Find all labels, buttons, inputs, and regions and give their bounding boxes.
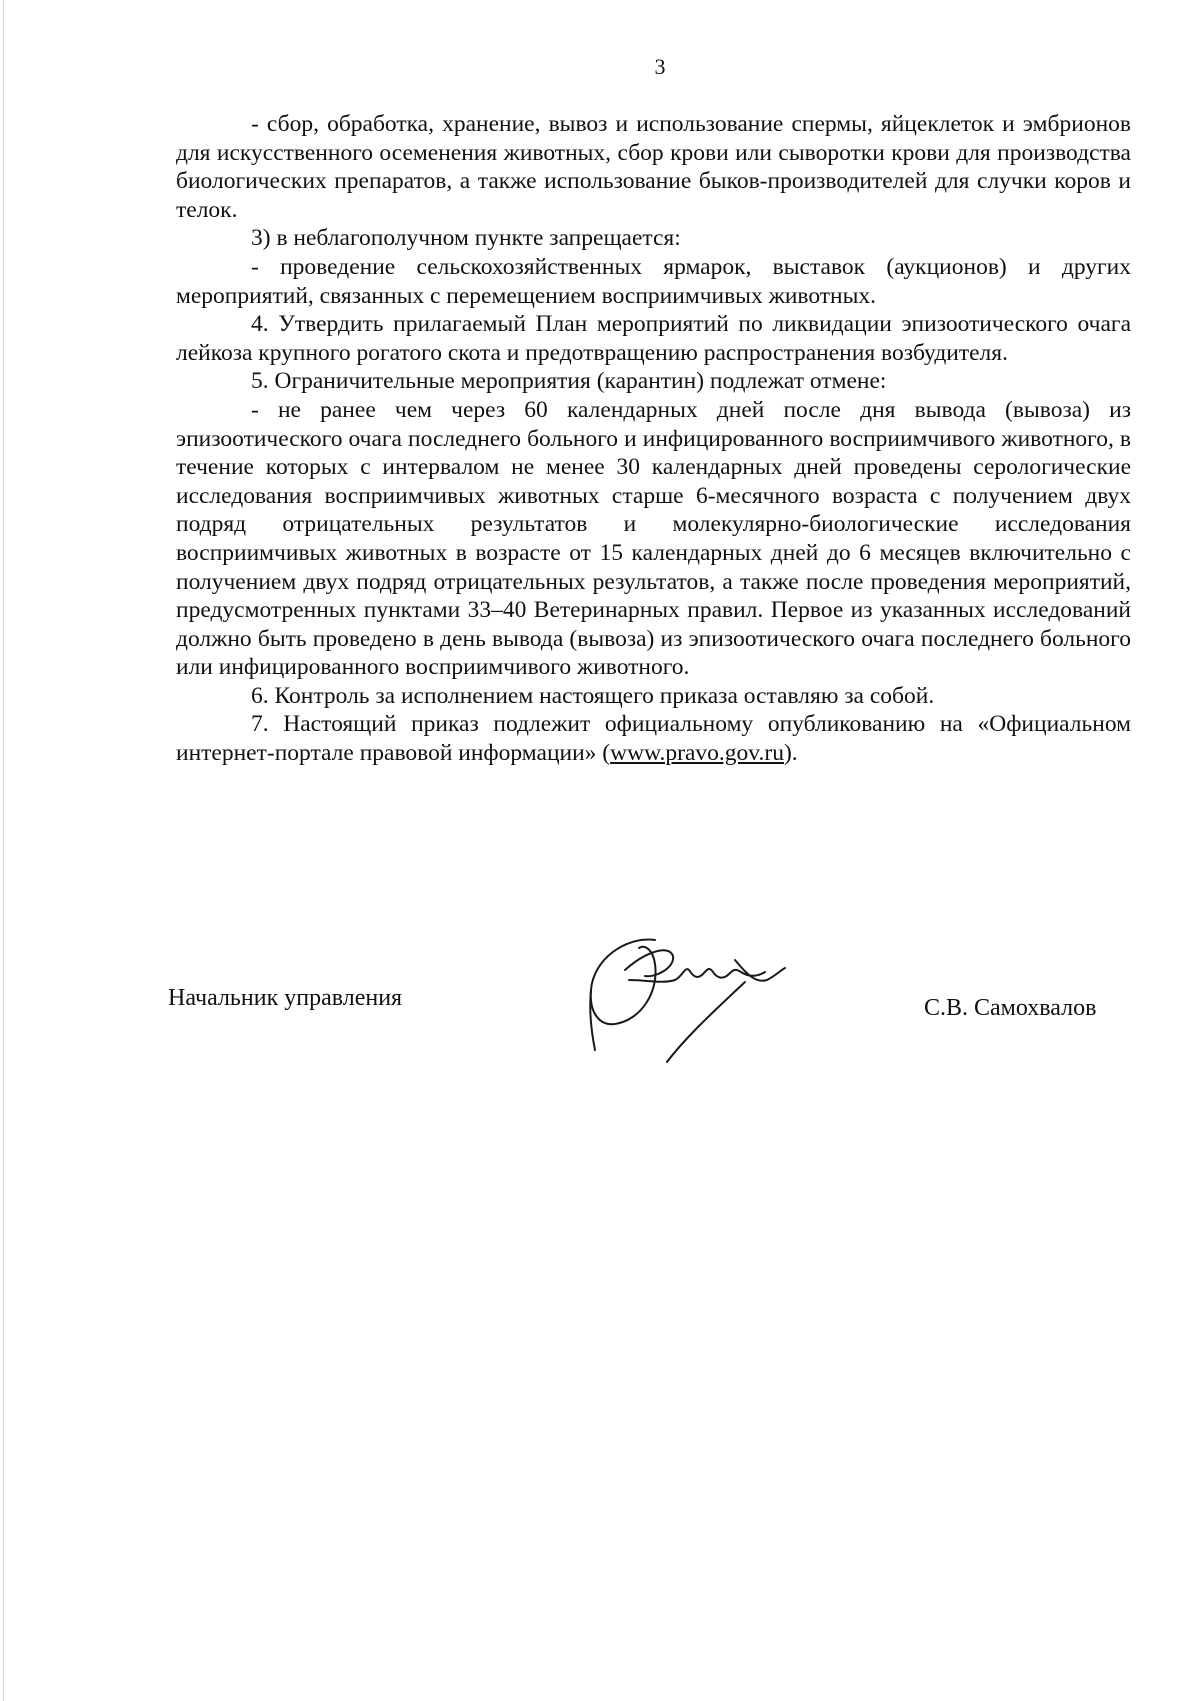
paragraph-fairs-ban: - проведение сельскохозяйственных ярмарок, выставок (аукционов) и других мероприятий, связанных с перемещением восприимчивых животных. — [176, 253, 1131, 309]
page-number: 3 — [654, 54, 666, 79]
paragraph-point-3: 3) в неблагополучном пункте запрещается: — [251, 225, 681, 252]
pravo-link[interactable]: www.pravo.gov.ru — [610, 740, 784, 767]
paragraph-point-4: 4. Утвердить прилагаемый План мероприятий по ликвидации эпизоотического очага лейкоза крупного рогатого скота и предотвращению распространения возбудителя. — [176, 311, 1131, 366]
document-body — [176, 110, 1131, 768]
paragraph-collection-ban: - сбор, обработка, хранение, вывоз и использование спермы, яйцеклеток и эмбрионов для искусственного осеменения животных, сбор крови или сыворотки крови для производства биологических препаратов, а также использование быков-производителей для случки коров и телок. — [176, 111, 1131, 223]
paragraph-point-6: 6. Контроль за исполнением настоящего приказа оставляю за собой. — [251, 682, 935, 709]
signer-position: Начальник управления — [168, 985, 403, 1011]
signer-name: С.В. Самохвалов — [924, 995, 1097, 1021]
scan-edge-line — [3, 0, 4, 1701]
publication-text-end: ). — [783, 740, 798, 767]
paragraph-point-5: 5. Ограничительные мероприятия (карантин) подлежат отмене: — [251, 368, 887, 395]
signature-block — [0, 985, 1200, 1025]
publication-text: 7. Настоящий приказ подлежит официальному опубликованию на «Официальном интернет-портале правовой информации» ( — [176, 711, 1131, 767]
paragraph-quarantine-conditions: - не ранее чем через 60 календарных дней после дня вывода (вывоза) из эпизоотического очага последнего больного и инфицированного восприимчивого животного, в течение которых с интервалом не менее 30 календарных дней проведены серологические исследования восприимчивых животных старше 6-месячного возраста с получением двух подряд отрицательных результатов и молекулярно-биологические исследования восприимчивых животных в возрасте от 15 календарных дней до 6 месяцев включительно с получением двух подряд отрицательных результатов, а также после проведения мероприятий, предусмотренных пунктами 33–40 Ветеринарных правил. Первое из указанных исследований должно быть проведено в день вывода (вывоза) из эпизоотического очага последнего больного или инфицированного восприимчивого животного. — [176, 396, 1131, 681]
paragraph-point-7 — [176, 710, 1131, 767]
